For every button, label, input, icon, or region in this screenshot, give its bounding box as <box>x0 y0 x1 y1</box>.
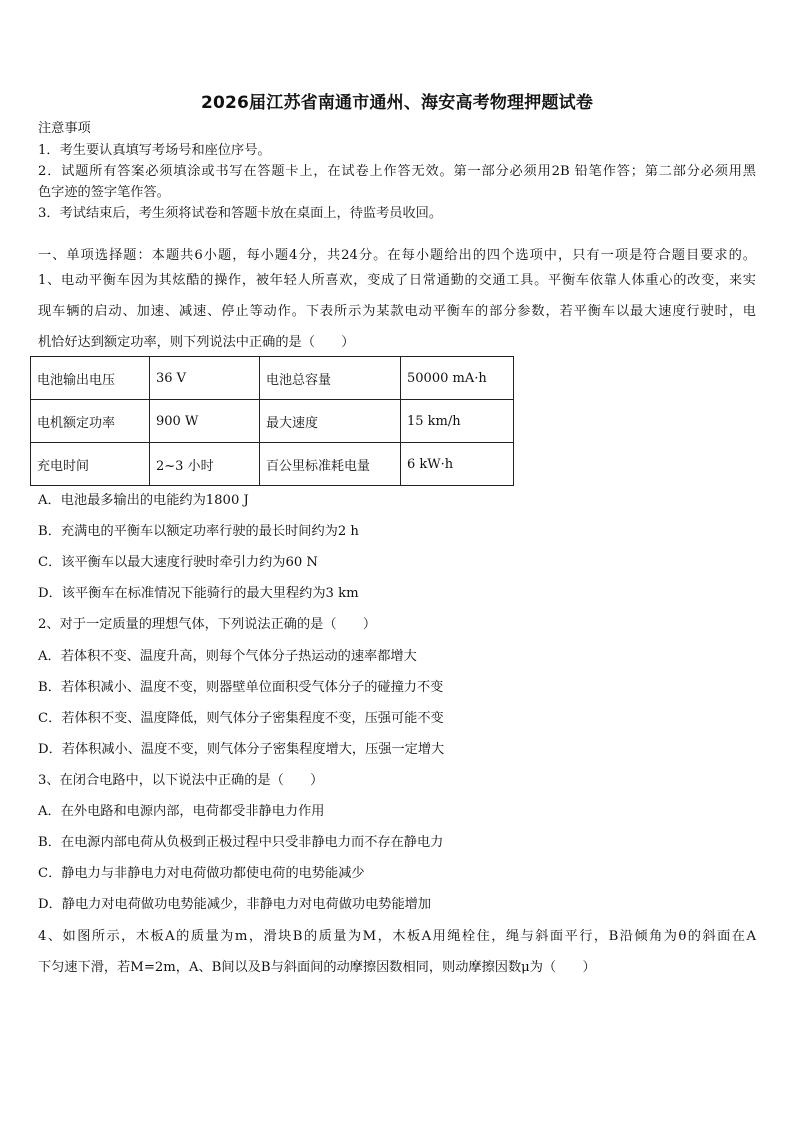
question-3-stem: 3、在闭合电路中，以下说法中正确的是（ ） <box>38 773 324 788</box>
question-1-option-a: A．电池最多输出的电能约为1800 J <box>38 493 249 508</box>
table-cell: 6 kW·h <box>401 443 514 486</box>
question-1-option-b: B．充满电的平衡车以额定功率行驶的最长时间约为2 h <box>38 524 359 539</box>
question-2-stem: 2、对于一定质量的理想气体，下列说法正确的是（ ） <box>38 617 377 632</box>
question-4-stem: 4、如图所示，木板A的质量为m，滑块B的质量为M，木板A用绳栓住，绳与斜面平行，B沿倾角为θ的斜面在A <box>38 929 756 944</box>
question-2-option-b: B．若体积减小、温度不变，则器壁单位面积受气体分子的碰撞力不变 <box>38 680 444 695</box>
question-2-option-c: C．若体积不变、温度降低，则气体分子密集程度不变，压强可能不变 <box>38 711 444 726</box>
table-cell: 百公里标准耗电量 <box>260 443 401 486</box>
question-2-option-d: D．若体积减小、温度不变，则气体分子密集程度增大，压强一定增大 <box>38 742 445 757</box>
notice-item: 1．考生要认真填写考场号和座位序号。 <box>38 143 271 158</box>
table-row <box>31 357 514 400</box>
table-cell: 15 km/h <box>401 400 514 443</box>
table-cell: 充电时间 <box>31 443 150 486</box>
question-3-option-c: C．静电力与非静电力对电荷做功都使电荷的电势能减少 <box>38 866 365 881</box>
table-cell: 电机额定功率 <box>31 400 150 443</box>
question-1-option-d: D．该平衡车在标准情况下能骑行的最大里程约为3 km <box>38 586 359 601</box>
table-cell: 最大速度 <box>260 400 401 443</box>
question-1-stem: 现车辆的启动、加速、减速、停止等动作。下表所示为某款电动平衡车的部分参数，若平衡车以最大速度行驶时，电 <box>38 304 756 319</box>
notice-item: 色字迹的签字笔作答。 <box>38 185 170 200</box>
question-1-option-c: C．该平衡车以最大速度行驶时牵引力约为60 N <box>38 555 318 570</box>
notice-item: 2．试题所有答案必须填涂或书写在答题卡上，在试卷上作答无效。第一部分必须用2B 铅笔作答；第二部分必须用黑 <box>38 164 756 179</box>
question-3-option-b: B．在电源内部电荷从负极到正极过程中只受非静电力而不存在静电力 <box>38 835 444 850</box>
notice-heading: 注意事项 <box>38 121 91 136</box>
question-1-stem: 机恰好达到额定功率，则下列说法中正确的是（ ） <box>38 335 355 350</box>
notice-item: 3．考试结束后，考生须将试卷和答题卡放在桌面上，待监考员收回。 <box>38 206 443 221</box>
question-4-stem: 下匀速下滑，若M=2m，A、B间以及B与斜面间的动摩擦因数相同，则动摩擦因数μ为（ ） <box>38 960 596 975</box>
battery-parameters-table <box>30 356 514 486</box>
table-row <box>31 443 514 486</box>
table-cell: 2~3 小时 <box>150 443 260 486</box>
page-title: 2026届江苏省南通市通州、海安高考物理押题试卷 <box>200 93 594 113</box>
table-cell: 50000 mA·h <box>401 357 514 400</box>
table-cell: 36 V <box>150 357 260 400</box>
table-cell: 电池总容量 <box>260 357 401 400</box>
table-row <box>31 400 514 443</box>
section-heading: 一、单项选择题：本题共6小题，每小题4分，共24分。在每小题给出的四个选项中，只有一项是符合题目要求的。 <box>38 248 756 263</box>
table-cell: 电池输出电压 <box>31 357 150 400</box>
question-3-option-a: A．在外电路和电源内部，电荷都受非静电力作用 <box>38 804 325 819</box>
question-1-stem: 1、电动平衡车因为其炫酷的操作，被年轻人所喜欢，变成了日常通勤的交通工具。平衡车依靠人体重心的改变，来实 <box>38 273 756 288</box>
table-cell: 900 W <box>150 400 260 443</box>
question-2-option-a: A．若体积不变、温度升高，则每个气体分子热运动的速率都增大 <box>38 649 417 664</box>
question-3-option-d: D．静电力对电荷做功电势能减少，非静电力对电荷做功电势能增加 <box>38 897 432 912</box>
